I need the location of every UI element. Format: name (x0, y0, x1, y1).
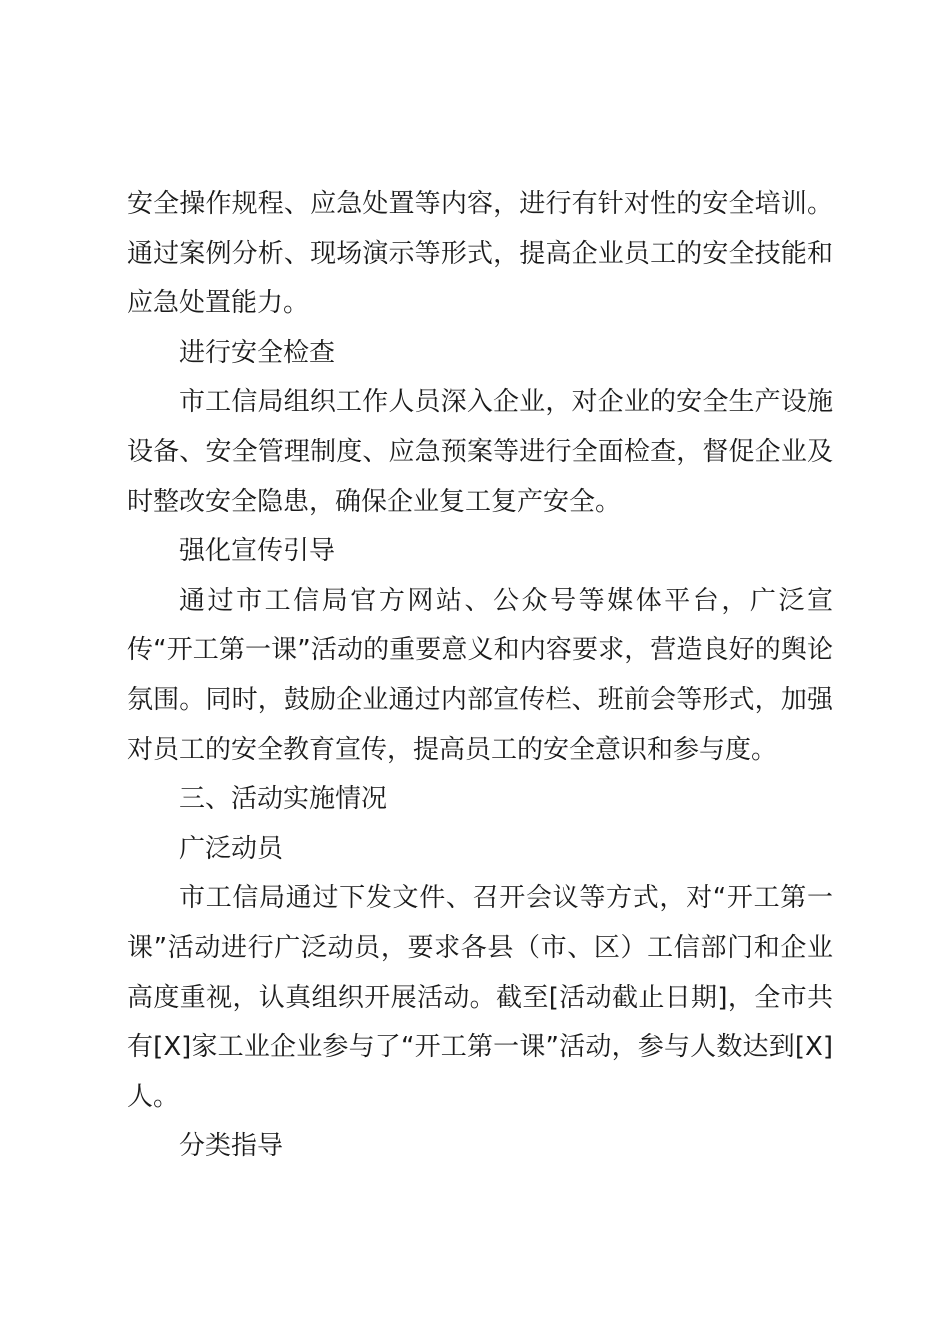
paragraph-safety-inspection: 市工信局组织工作人员深入企业，对企业的安全生产设施设备、安全管理制度、应急预案等进行全面检查，督促企业及时整改安全隐患，确保企业复工复产安全。 (127, 387, 833, 517)
paragraph-mobilization: 市工信局通过下发文件、召开会议等方式，对“开工第一课”活动进行广泛动员，要求各县（市、区）工信部门和企业高度重视，认真组织开展活动。截至[活动截止日期]，全市共有[X]家工业企业参与了“开工第一课”活动，参与人数达到[X]人。 (127, 883, 833, 1112)
paragraph-safety-training: 安全操作规程、应急处置等内容，进行有针对性的安全培训。通过案例分析、现场演示等形式，提高企业员工的安全技能和应急处置能力。 (127, 189, 833, 319)
heading-mobilization: 广泛动员 (179, 833, 284, 864)
heading-safety-inspection: 进行安全检查 (179, 337, 336, 368)
paragraph-publicity: 通过市工信局官方网站、公众号等媒体平台，广泛宣传“开工第一课”活动的重要意义和内容要求，营造良好的舆论氛围。同时，鼓励企业通过内部宣传栏、班前会等形式，加强对员工的安全教育宣传，提高员工的安全意识和参与度。 (127, 585, 833, 765)
document-body (127, 180, 833, 1172)
heading-section-three: 三、活动实施情况 (179, 784, 388, 815)
heading-classified-guidance: 分类指导 (179, 1131, 284, 1162)
heading-publicity: 强化宣传引导 (179, 536, 336, 567)
